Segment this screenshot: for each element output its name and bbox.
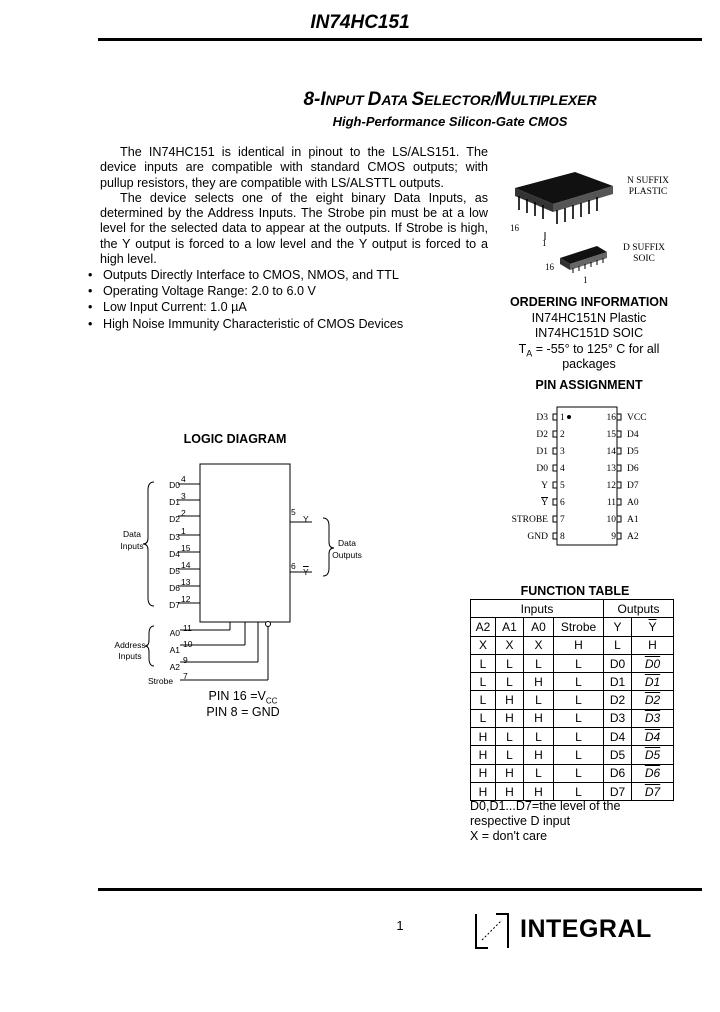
table-cell: D3 [604, 709, 632, 727]
pin-number: 10 [606, 515, 616, 525]
integral-logo-icon [472, 910, 512, 952]
table-cell: L [554, 746, 604, 764]
table-cell: X [524, 636, 554, 654]
table-header-row [471, 618, 674, 636]
document-subtitle: High-Performance Silicon-Gate CMOS [332, 114, 568, 129]
input-names [160, 477, 180, 613]
table-cell: L [554, 654, 604, 672]
pin-left-names [496, 410, 548, 546]
input-pin: 13 [181, 576, 191, 587]
table-cell: D1 [604, 673, 632, 691]
header-part-number: IN74HC151 [310, 12, 410, 33]
feature-list [88, 267, 488, 332]
feature-item: • Outputs Directly Interface to CMOS, NMOS, and TTL [88, 267, 488, 283]
pin-number: 11 [606, 498, 616, 508]
pin-name: A2 [627, 532, 639, 542]
table-cell: L [496, 728, 524, 746]
input-pin: 12 [181, 593, 191, 604]
d-suffix-type: SOIC [633, 254, 655, 264]
address-label-2: Inputs [118, 651, 142, 661]
n-suffix-text: N SUFFIX [627, 176, 669, 186]
table-cell: H [554, 636, 604, 654]
table-group-row [471, 600, 674, 618]
address-name: A1 [169, 645, 180, 655]
pin-number: 13 [606, 464, 616, 474]
pin-number: 5 [560, 481, 565, 491]
table-cell: D3 [632, 709, 674, 727]
page-number: 1 [396, 918, 404, 933]
table-row [471, 746, 674, 764]
col-y: Y [604, 618, 632, 636]
data-inputs-label [114, 528, 150, 552]
address-name: A2 [169, 662, 180, 672]
input-name: D4 [169, 549, 180, 560]
table-cell: D0 [604, 654, 632, 672]
pin-name: D7 [627, 481, 639, 491]
table-cell: H [524, 709, 554, 727]
title-part-8: ULTIPLEXER [510, 92, 597, 108]
data-outputs-label [327, 537, 367, 561]
pin-number: 15 [606, 430, 616, 440]
ordering-line-2: IN74HC151D SOIC [534, 326, 644, 340]
col-a1: A1 [496, 618, 524, 636]
function-table-heading: FUNCTION TABLE [520, 584, 630, 598]
table-cell: L [554, 764, 604, 782]
group-outputs: Outputs [604, 600, 674, 618]
table-cell: L [524, 654, 554, 672]
table-row [471, 636, 674, 654]
title-part-5: S [411, 89, 425, 110]
table-cell: D1 [632, 673, 674, 691]
table-cell: L [471, 709, 496, 727]
pin16-sub: CC [265, 696, 278, 706]
pin-number: 1 [560, 413, 565, 423]
pin-number: 7 [560, 515, 565, 525]
table-cell: D5 [632, 746, 674, 764]
table-cell: D4 [632, 728, 674, 746]
table-cell: L [471, 654, 496, 672]
pin16-note [188, 689, 298, 706]
output-ybar-label: $\overline{Y}$ [303, 567, 309, 577]
table-cell: H [471, 728, 496, 746]
input-pin: 14 [181, 559, 191, 570]
table-cell: L [471, 673, 496, 691]
pin-number: 8 [560, 532, 565, 542]
table-cell: D2 [632, 691, 674, 709]
address-pin: 10 [183, 639, 193, 649]
table-cell: H [471, 746, 496, 764]
pin-assignment-heading: PIN ASSIGNMENT [535, 378, 643, 392]
ordering-temp-line-2: packages [562, 357, 616, 371]
soic-pin16-label: 16 [545, 262, 554, 272]
temp-prefix: T [518, 342, 527, 356]
table-cell: L [604, 636, 632, 654]
title-part-1: 8-I [303, 89, 326, 110]
table-cell: H [524, 673, 554, 691]
data-outputs-label-2: Outputs [332, 550, 362, 560]
address-pin: 11 [183, 623, 192, 633]
input-pin: 4 [181, 474, 186, 484]
pin-name: D0 [536, 464, 548, 474]
document-title [180, 89, 720, 111]
input-pin: 2 [181, 507, 186, 518]
d-suffix-label [614, 243, 674, 265]
col-a0: A0 [524, 618, 554, 636]
col-a2: A2 [471, 618, 496, 636]
address-pins [183, 620, 199, 684]
table-cell: L [496, 654, 524, 672]
table-note-1: D0,D1...D7=the level of the [470, 799, 621, 813]
table-row [471, 709, 674, 727]
output-y-pin: 5 [291, 507, 296, 517]
input-name: D1 [169, 496, 180, 507]
pin-name: D2 [536, 430, 548, 440]
table-row [471, 691, 674, 709]
address-label-1: Address [114, 640, 146, 650]
table-cell: H [496, 709, 524, 727]
footer-rule [98, 888, 702, 891]
pin-number: 9 [611, 532, 616, 542]
pin-name: D3 [536, 413, 548, 423]
table-cell: L [496, 673, 524, 691]
table-cell: D2 [604, 691, 632, 709]
table-cell: D4 [604, 728, 632, 746]
pin-name: D6 [627, 464, 639, 474]
pin-name: GND [527, 532, 548, 542]
table-cell: L [471, 691, 496, 709]
pin-number: 4 [560, 464, 565, 474]
table-cell: X [471, 636, 496, 654]
ordering-heading: ORDERING INFORMATION [509, 295, 669, 309]
logic-diagram-heading: LOGIC DIAGRAM [183, 432, 287, 446]
n-suffix-type: PLASTIC [628, 187, 668, 197]
table-row [471, 764, 674, 782]
table-cell: L [524, 764, 554, 782]
input-name: D0 [169, 480, 180, 490]
input-name: D3 [169, 532, 180, 543]
group-inputs: Inputs [471, 600, 604, 618]
table-cell: D7 [632, 782, 674, 800]
table-cell: L [554, 691, 604, 709]
function-table-body [471, 636, 674, 801]
data-outputs-label-1: Data [338, 538, 356, 548]
table-cell: L [554, 709, 604, 727]
address-pin: 9 [183, 655, 188, 665]
input-name: D6 [169, 582, 180, 593]
table-cell: H [471, 782, 496, 800]
pin-name: STROBE [511, 515, 548, 525]
pin16-text: PIN 16 =V [208, 689, 266, 703]
pin-right-numbers [596, 410, 616, 546]
table-cell: D6 [632, 764, 674, 782]
table-row [471, 654, 674, 672]
strobe-label: Strobe [148, 676, 174, 686]
col-ybar: $\overline{Y}$ [632, 618, 674, 636]
pin-name: D1 [536, 447, 548, 457]
header-rule [98, 38, 702, 41]
description-para-1: The IN74HC151 is identical in pinout to the LS/ALS151. The device inputs are compatible with standard CMOS outputs; with pullup resistors, they are compatible with LS/ALSTTL outputs. [100, 145, 488, 190]
d-suffix-text: D SUFFIX [623, 243, 665, 253]
table-cell: L [524, 728, 554, 746]
pin-left-numbers [560, 410, 580, 546]
input-pin: 15 [181, 543, 191, 554]
pin-number: 16 [606, 413, 616, 423]
soic-pin1-label: 1 [583, 275, 588, 285]
description-para-2: The device selects one of the eight binary Data Inputs, as determined by the Address Inputs. The Strobe pin must be at a low level for the selected data to appear at the outputs. If Strobe is high, the Y output is forced to a low level and the Y output is forced to a high level. [100, 190, 488, 267]
table-cell: D5 [604, 746, 632, 764]
data-inputs-label-2: Inputs [120, 541, 144, 551]
input-pin: 3 [181, 490, 186, 501]
soic-package-drawing [560, 246, 607, 273]
pin-name: A0 [627, 498, 639, 508]
feature-item: • High Noise Immunity Characteristic of CMOS Devices [88, 316, 488, 332]
output-ybar-pin: 6 [291, 561, 296, 571]
title-part-6: ELECTOR/ [424, 92, 495, 108]
input-pin-numbers [181, 471, 197, 607]
pin-name: D4 [627, 430, 639, 440]
table-cell: H [632, 636, 674, 654]
ordering-line-1: IN74HC151N Plastic [531, 311, 647, 325]
table-row [471, 728, 674, 746]
table-note-2: respective D input [470, 814, 571, 828]
pin-number: 6 [560, 498, 565, 508]
temp-rest: = -55° to 125° C for all [532, 342, 660, 356]
input-name: D7 [169, 599, 180, 610]
table-cell: L [524, 691, 554, 709]
feature-item: • Low Input Current: 1.0 µA [88, 299, 488, 315]
table-row [471, 673, 674, 691]
table-cell: L [496, 746, 524, 764]
temp-sub: A [526, 348, 533, 359]
table-cell: D6 [604, 764, 632, 782]
address-name: A0 [169, 628, 180, 638]
col-strobe: Strobe [554, 618, 604, 636]
table-cell: H [524, 746, 554, 764]
dip-pin1-label: 1 [542, 238, 547, 248]
strobe-pin: 7 [183, 671, 188, 681]
dip-pin16-label: 16 [510, 223, 519, 233]
input-name: D2 [169, 513, 180, 524]
pin-name: Y [541, 481, 548, 491]
package-drawings [505, 160, 625, 280]
table-cell: L [554, 782, 604, 800]
pin-number: 14 [606, 447, 616, 457]
output-y-label: Y [303, 514, 309, 524]
table-note-3: X = don't care [470, 829, 548, 843]
input-name: D5 [169, 565, 180, 576]
input-pin: 1 [181, 526, 186, 537]
table-cell: H [496, 764, 524, 782]
title-part-7: M [494, 89, 511, 110]
address-inputs-label [108, 640, 152, 662]
table-cell: H [496, 782, 524, 800]
brand-name: INTEGRAL [520, 915, 652, 943]
pin-name: D5 [627, 447, 639, 457]
pin-right-names [627, 410, 667, 546]
table-cell: D0 [632, 654, 674, 672]
dip-package-drawing [515, 172, 613, 240]
n-suffix-label [618, 176, 678, 198]
pin8-note: PIN 8 = GND [206, 705, 280, 719]
table-cell: X [496, 636, 524, 654]
address-names [164, 625, 180, 676]
table-cell: D7 [604, 782, 632, 800]
title-part-4: ATA [381, 92, 412, 108]
function-table [470, 599, 674, 801]
data-inputs-label-1: Data [123, 529, 141, 539]
table-cell: H [524, 782, 554, 800]
pin-name: VCC [627, 413, 647, 423]
description [100, 145, 488, 267]
pin-number: 2 [560, 430, 565, 440]
pin-name-ybar: $\overline{Y}$ [541, 498, 548, 508]
table-cell: H [496, 691, 524, 709]
pin-number: 3 [560, 447, 565, 457]
table-cell: H [471, 764, 496, 782]
pin-number: 12 [606, 481, 616, 491]
table-cell: L [554, 728, 604, 746]
title-part-3: D [367, 89, 382, 110]
feature-item: • Operating Voltage Range: 2.0 to 6.0 V [88, 283, 488, 299]
title-part-2: NPUT [325, 92, 368, 108]
pin-name: A1 [627, 515, 639, 525]
table-cell: L [554, 673, 604, 691]
